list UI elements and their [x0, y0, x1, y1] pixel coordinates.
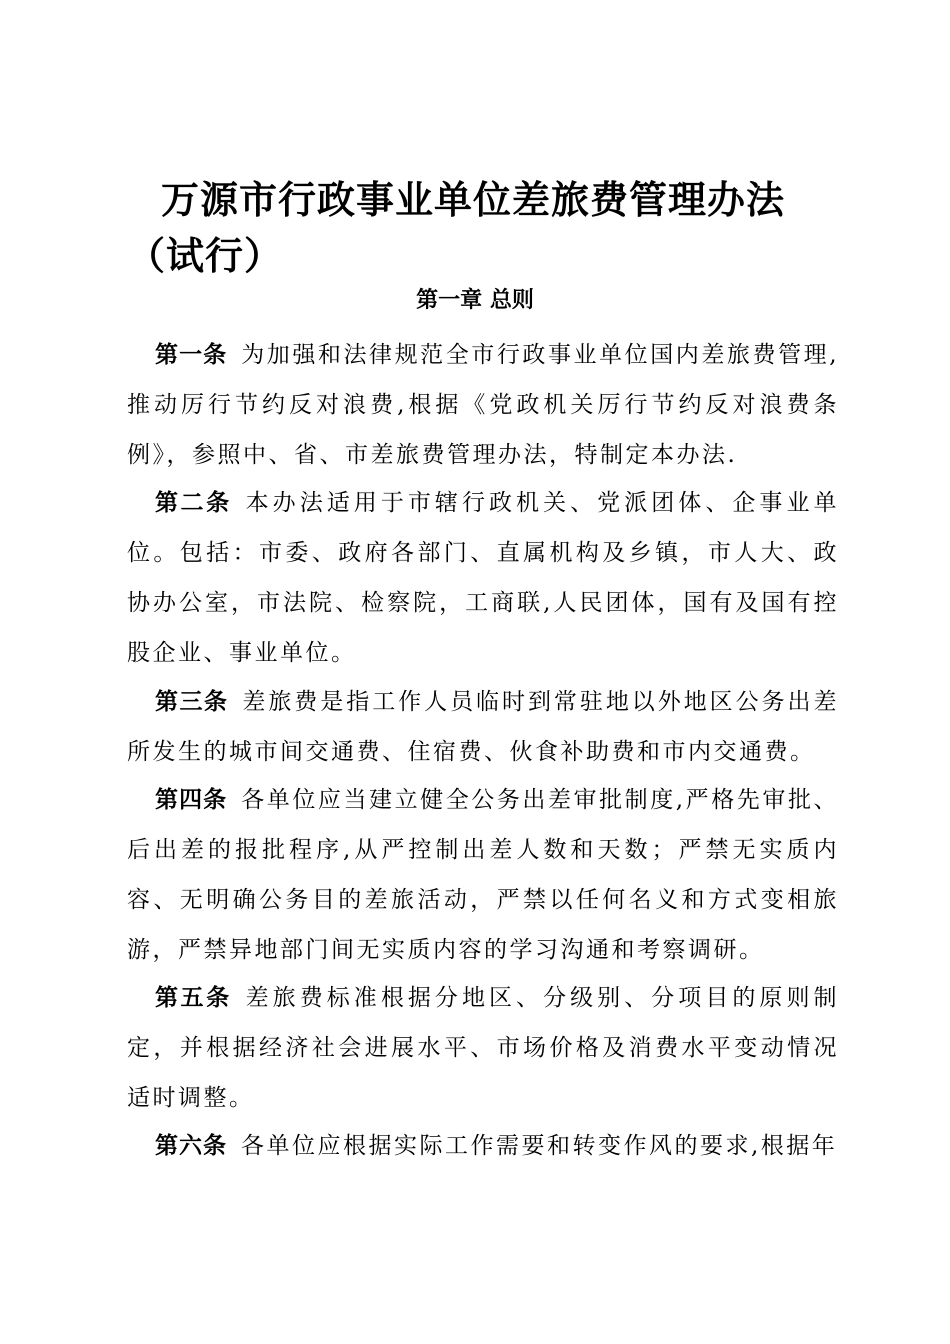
- article-6-text: 各单位应根据实际工作需要和转变作风的要求,根据年: [241, 1133, 838, 1159]
- article-6: [127, 1121, 839, 1171]
- document-title: 万源市行政事业单位差旅费管理办法（试行）: [127, 177, 786, 278]
- article-2-label: 第二条: [155, 490, 232, 516]
- article-2: [127, 478, 839, 678]
- chapter-heading: 第一章 总则: [416, 288, 534, 313]
- article-4-text: 各单位应当建立健全公务出差审批制度,严格先审批、后出差的报批程序,从严控制出差人数和天数；严禁无实质内容、无明确公务目的差旅活动，严禁以任何名义和方式变相旅游，严禁异地部门间无实质内容的学习沟通和考察调研。: [127, 787, 840, 963]
- article-5: [127, 973, 839, 1123]
- article-3: [127, 677, 839, 777]
- article-6-label: 第六条: [155, 1133, 227, 1159]
- article-4-label: 第四条: [155, 787, 228, 813]
- article-3-label: 第三条: [155, 689, 229, 715]
- article-1-label: 第一条: [155, 342, 228, 368]
- article-4: [127, 775, 839, 975]
- article-5-label: 第五条: [155, 985, 232, 1011]
- article-5-text: 差旅费标准根据分地区、分级别、分项目的原则制定，并根据经济社会进展水平、市场价格及消费水平变动情况适时调整。: [127, 985, 839, 1111]
- article-3-text: 差旅费是指工作人员临时到常驻地以外地区公务出差所发生的城市间交通费、住宿费、伙食补助费和市内交通费。: [127, 689, 840, 765]
- article-2-text: 本办法适用于市辖行政机关、党派团体、企事业单位。包括：市委、政府各部门、直属机构及乡镇，市人大、政协办公室，市法院、检察院，工商联,人民团体，国有及国有控股企业、事业单位。: [127, 490, 839, 666]
- article-1-text: 为加强和法律规范全市行政事业单位国内差旅费管理,推动厉行节约反对浪费,根据《党政机关厉行节约反对浪费条例》，参照中、省、市差旅费管理办法，特制定本办法.: [127, 342, 840, 468]
- article-1: [127, 330, 839, 480]
